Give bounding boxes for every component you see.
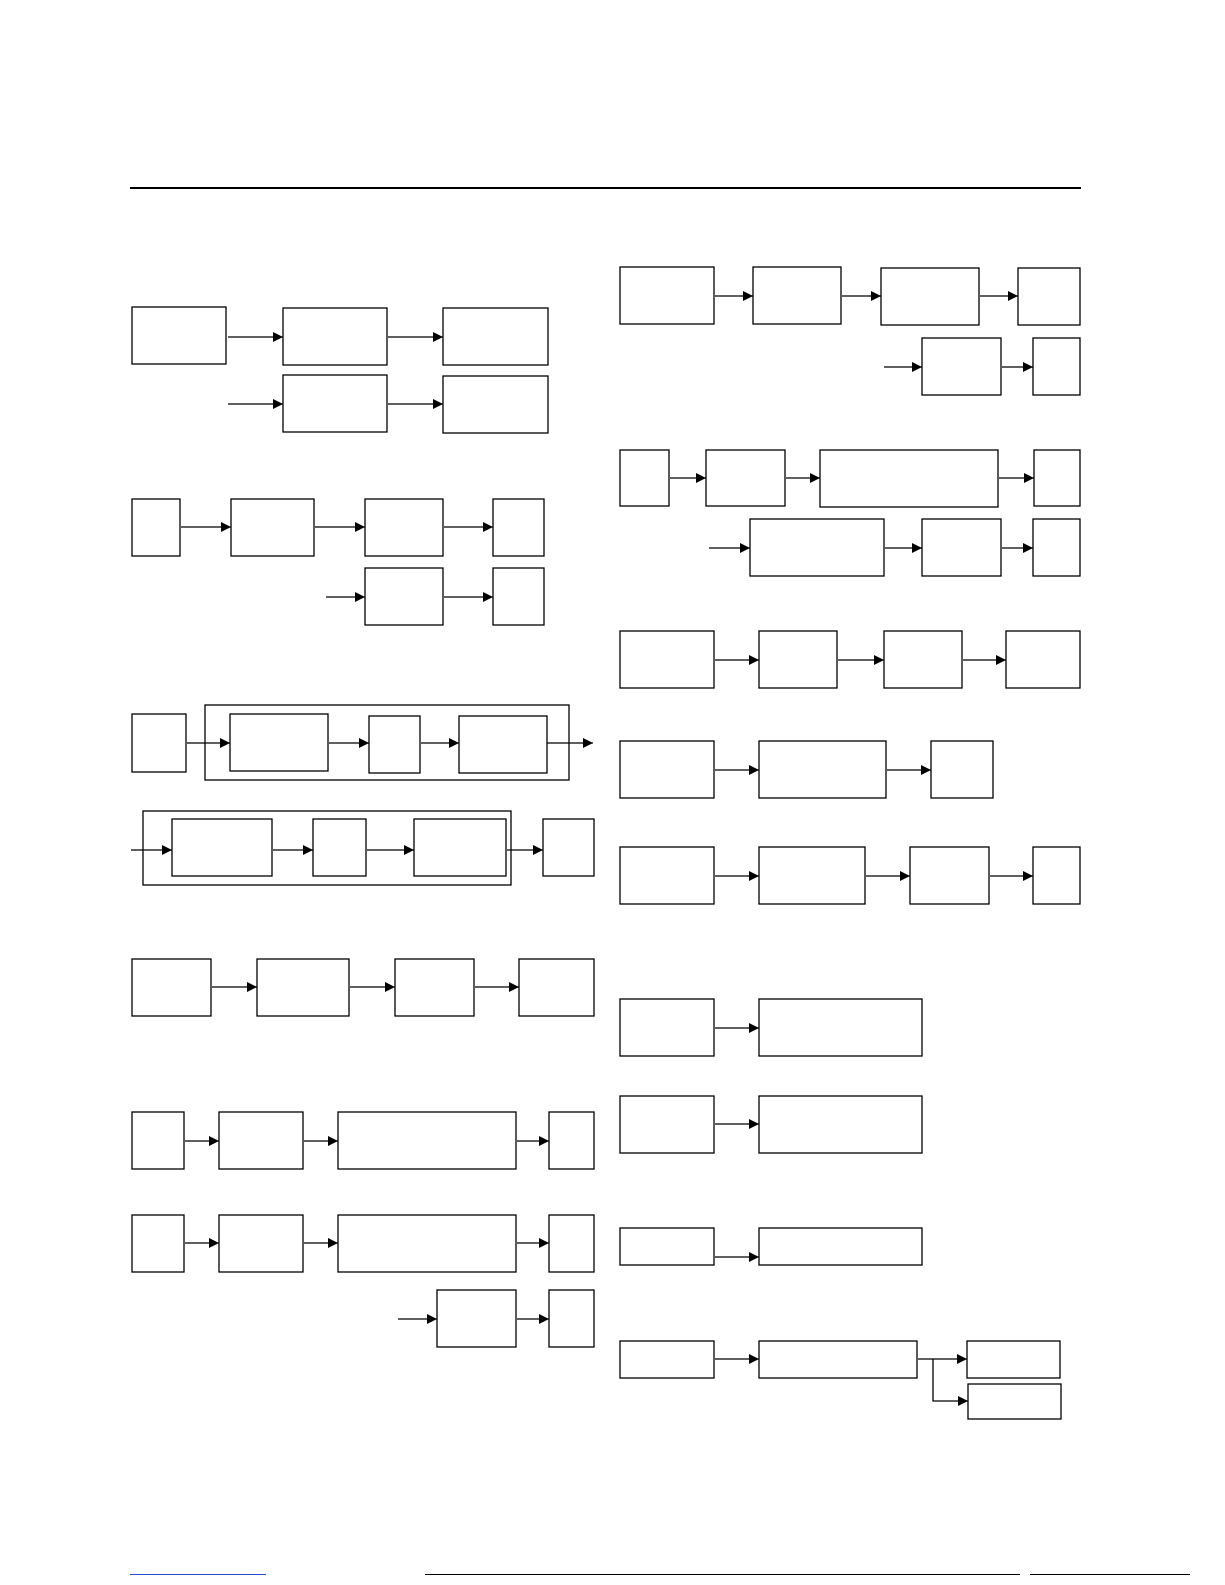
flow-box-l3-14	[369, 716, 420, 773]
flow-box-l3-15	[459, 716, 547, 773]
flow-box-r2-41	[706, 450, 785, 506]
flow-box-l2-6	[132, 499, 180, 556]
flow-box-r4-53	[931, 741, 993, 798]
group-frame-l4	[143, 811, 511, 885]
flow-box-r9-67	[968, 1384, 1061, 1419]
flow-box-l7-32	[437, 1290, 516, 1347]
flow-box-l1-5	[443, 376, 548, 433]
flow-box-l2-7	[231, 499, 314, 556]
flow-box-r6-58	[620, 999, 714, 1056]
flow-box-r2-46	[1033, 519, 1080, 576]
flow-box-r5-56	[910, 847, 989, 904]
flow-box-l5-23	[519, 959, 594, 1016]
flow-box-l2-11	[493, 568, 544, 625]
flow-box-r5-55	[759, 847, 865, 904]
flow-box-r9-64	[620, 1341, 714, 1378]
flow-box-r1-37	[1018, 268, 1080, 325]
flow-box-l7-30	[338, 1215, 516, 1272]
flow-box-l5-22	[395, 959, 474, 1016]
flow-box-l1-1	[132, 307, 226, 364]
flow-box-l1-4	[283, 375, 387, 432]
flow-box-r2-43	[1034, 450, 1080, 506]
flow-box-r1-35	[753, 267, 841, 324]
flow-box-r5-57	[1033, 847, 1080, 904]
flow-box-l6-25	[219, 1112, 303, 1169]
flow-box-l6-27	[549, 1112, 594, 1169]
flow-arrow-r9-53	[933, 1359, 968, 1401]
flow-box-l2-9	[493, 499, 544, 556]
footer-rule	[425, 1574, 1020, 1575]
flow-box-r1-38	[922, 338, 1001, 395]
flow-box-l4-18	[414, 819, 506, 876]
flow-box-r9-66	[967, 1341, 1060, 1378]
flow-box-l6-24	[132, 1112, 184, 1169]
flow-box-l6-26	[338, 1112, 516, 1169]
footer-rule-right	[1030, 1574, 1190, 1575]
flow-box-r1-36	[881, 268, 979, 325]
flow-box-r7-60	[620, 1096, 714, 1153]
footer-link-underline[interactable]	[130, 1574, 266, 1575]
flow-box-r8-63	[759, 1228, 922, 1265]
flow-box-l2-10	[365, 568, 443, 625]
flow-box-r5-54	[620, 847, 714, 904]
flow-box-r4-52	[759, 741, 886, 798]
flow-box-r4-51	[620, 741, 714, 798]
flow-box-l7-29	[219, 1215, 303, 1272]
flow-box-l1-3	[443, 308, 548, 365]
flow-box-r3-47	[620, 631, 714, 688]
flow-box-r1-34	[620, 267, 714, 324]
flow-box-l4-19	[543, 819, 594, 876]
flow-box-l5-21	[257, 959, 349, 1016]
flow-box-r3-50	[1006, 631, 1080, 688]
flow-box-l4-17	[313, 819, 366, 876]
flow-box-r2-42	[820, 450, 998, 507]
flow-box-r1-39	[1033, 338, 1080, 395]
flow-box-l4-16	[172, 819, 272, 876]
flow-box-l7-33	[549, 1290, 594, 1347]
flow-box-l5-20	[132, 959, 211, 1016]
flow-box-r3-49	[884, 631, 962, 688]
flow-box-r7-61	[759, 1096, 922, 1153]
flow-box-l3-12	[132, 714, 186, 772]
flow-box-l7-28	[132, 1215, 184, 1272]
flow-box-r3-48	[759, 631, 837, 688]
flow-box-r2-44	[750, 519, 884, 576]
flow-box-r2-45	[922, 519, 1001, 576]
flow-box-l3-13	[230, 714, 328, 771]
flow-box-r2-40	[620, 450, 669, 506]
flow-box-l2-8	[365, 499, 443, 556]
flow-box-l7-31	[549, 1215, 594, 1272]
flow-box-l1-2	[283, 308, 387, 365]
flow-box-r8-62	[620, 1228, 714, 1265]
flow-box-r6-59	[759, 999, 922, 1056]
flow-box-r9-65	[759, 1341, 917, 1378]
